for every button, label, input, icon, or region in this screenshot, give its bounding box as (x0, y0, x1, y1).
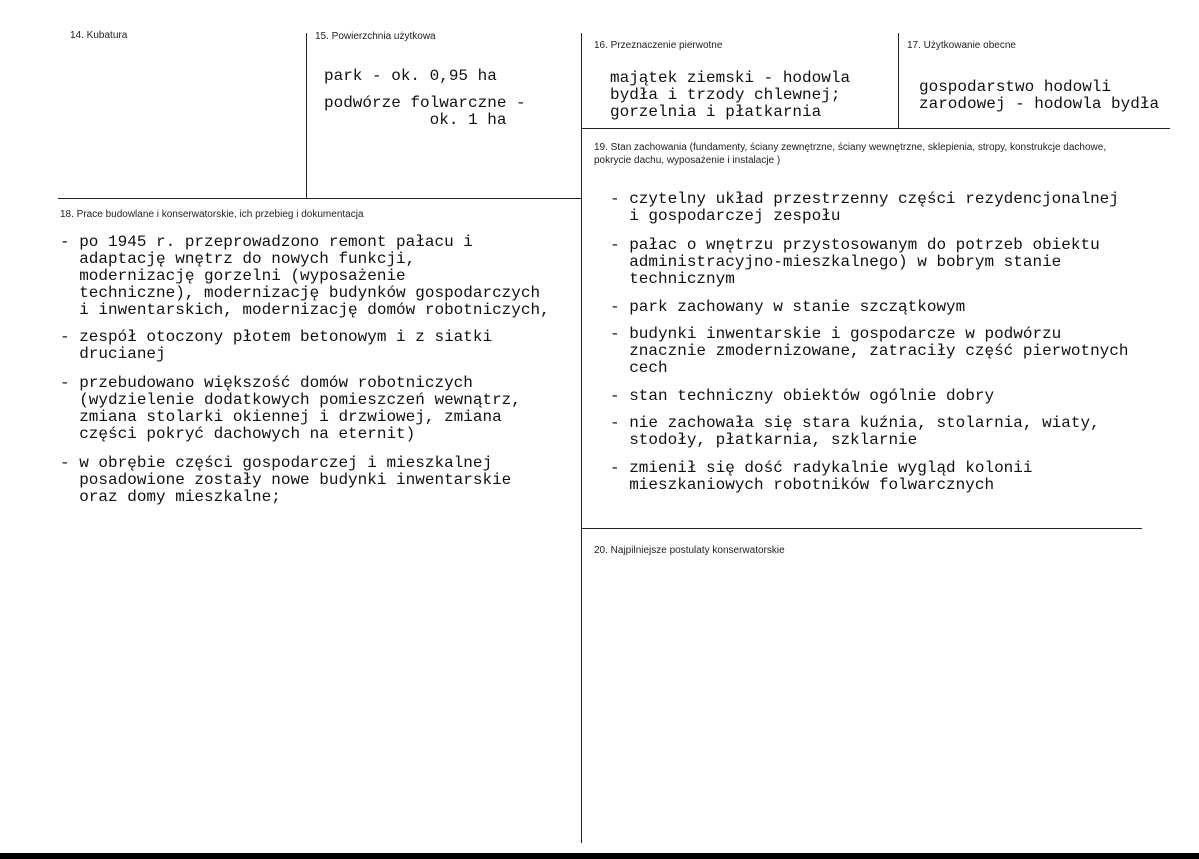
section-18-list (60, 234, 550, 506)
section-19-label: 19. Stan zachowania (fundamenty, ściany zewnętrzne, ściany wewnętrzne, sklepienia, stropy, konstrukcje dachowe, pokrycie dachu, wyposażenie i instalacje ) (594, 142, 1107, 166)
section-18-item: - przebudowano większość domów robotniczych (wydzielenie dodatkowych pomieszczeń wewnątrz, zmiana stolarki okiennej i drzwiowej, zmiana części pokryć dachowych na eternit) (60, 374, 521, 443)
section-17-line-2: zarodowej - hodowla bydła (919, 95, 1160, 113)
section-19-item: - czytelny układ przestrzenny części rezydencjonalnej i gospodarczej zespołu (610, 190, 1119, 225)
section-16-line-2: bydła i trzody chlewnej; (610, 86, 841, 104)
section-15-label: 15. Powierzchnia użytkowa (315, 31, 436, 42)
section-20-label: 20. Najpilniejsze postulaty konserwatorskie (594, 545, 785, 556)
section-19-item: - park zachowany w stanie szczątkowym (610, 298, 966, 316)
section-19-item: - budynki inwentarskie i gospodarcze w podwórzu znacznie zmodernizowane, zatraciły część pierwotnych cech (610, 325, 1129, 377)
section-16-label: 16. Przeznaczenie pierwotne (594, 40, 723, 51)
section-15-line-3: ok. 1 ha (324, 111, 507, 129)
section-18-item: - po 1945 r. przeprowadzono remont pałacu i adaptację wnętrz do nowych funkcji, modernizację gorzelni (wyposażenie techniczne), modernizację budynków gospodarczych i inwentarskich, modernizację domów robotniczych, (60, 233, 550, 319)
section-19-item: - zmienił się dość radykalnie wygląd kolonii mieszkaniowych robotników folwarcznych (610, 459, 1033, 494)
section-18-item: - zespół otoczony płotem betonowym i z siatki drucianej (60, 328, 493, 363)
divider-h-right-top (582, 128, 1170, 129)
section-14-label: 14. Kubatura (70, 30, 128, 41)
section-15-line-1: park - ok. 0,95 ha (324, 67, 497, 85)
section-19-list (610, 191, 1128, 494)
section-17-label: 17. Użytkowanie obecne (907, 40, 1016, 51)
section-18-label: 18. Prace budowlane i konserwatorskie, ich przebieg i dokumentacja (60, 209, 364, 220)
section-16-line-3: gorzelnia i płatkarnia (610, 103, 822, 121)
section-17-line-1: gospodarstwo hodowli (919, 78, 1112, 96)
section-18-item: - w obrębie części gospodarczej i mieszkalnej posadowione zostały nowe budynki inwentarskie oraz domy mieszkalne; (60, 454, 512, 506)
divider-v-16-17 (898, 33, 899, 128)
divider-v-14-15 (306, 33, 307, 198)
divider-h-left-top (58, 198, 582, 199)
divider-h-right-mid (582, 528, 1142, 529)
section-16-line-1: majątek ziemski - hodowla (610, 69, 851, 87)
scan-edge (0, 853, 1199, 859)
divider-v-main (581, 33, 582, 843)
section-19-item: - nie zachowała się stara kuźnia, stolarnia, wiaty, stodoły, płatkarnia, szklarnie (610, 414, 1100, 449)
section-19-item: - pałac o wnętrzu przystosowanym do potrzeb obiektu administracyjno-mieszkalnego) w bobrym stanie technicznym (610, 236, 1100, 288)
section-19-item: - stan techniczny obiektów ogólnie dobry (610, 387, 995, 405)
section-15-line-2: podwórze folwarczne - (324, 94, 526, 112)
